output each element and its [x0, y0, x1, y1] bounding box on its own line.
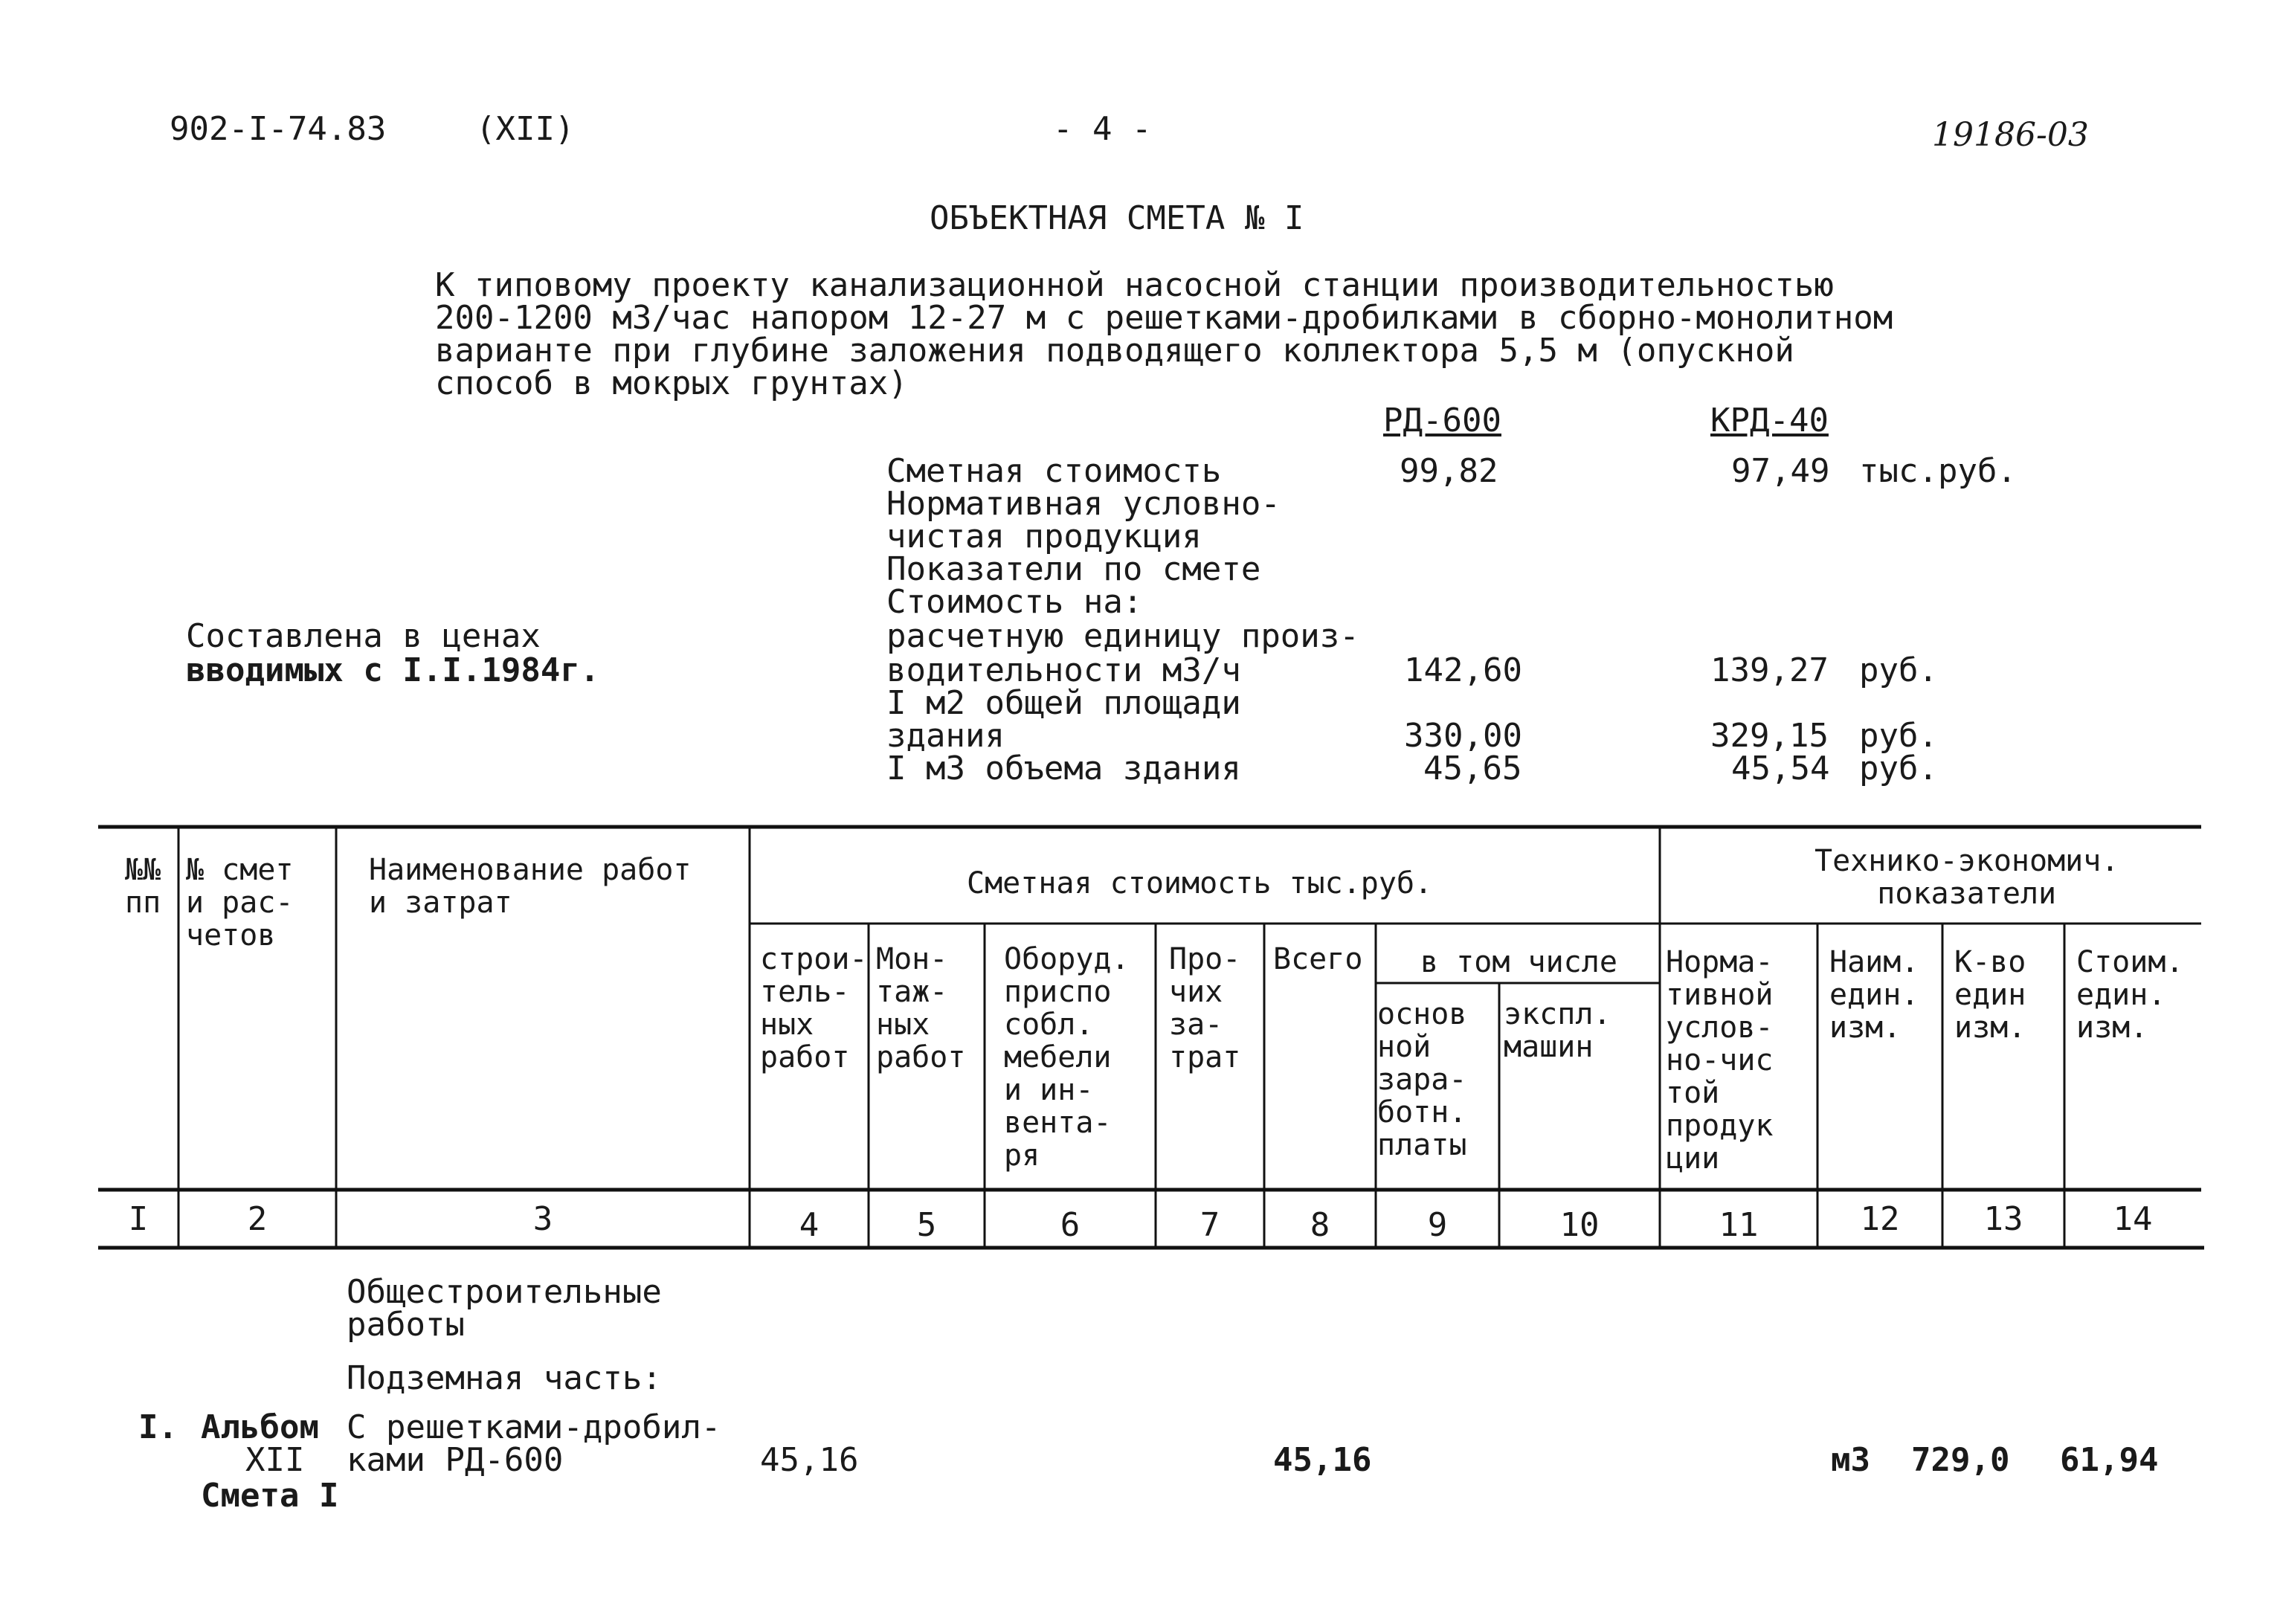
column-number: I: [128, 1200, 149, 1238]
header-estimated-cost-group: Сметная стоимость тыс.руб.: [967, 866, 1433, 900]
section-title: Общестроительные: [347, 1273, 662, 1311]
summary-label: здания: [886, 717, 1005, 755]
summary-label: I м3 объема здания: [886, 750, 1241, 787]
estimated-cost-krd40: 97,49: [1731, 452, 1830, 490]
row-estimate-ref: Альбом: [201, 1408, 319, 1446]
area-cost-rd600: 330,00: [1404, 717, 1522, 755]
summary-label: водительности м3/ч: [886, 651, 1241, 689]
volume-cost-unit: руб.: [1859, 750, 1938, 787]
area-cost-krd40: 329,15: [1710, 717, 1829, 755]
column-number: 11: [1719, 1206, 1759, 1244]
section-title: работы: [347, 1306, 465, 1344]
volume-cost-krd40: 45,54: [1731, 750, 1830, 787]
description-line: 200-1200 м3/час напором 12-27 м с решетками-дробилками в сборно-монолитном: [435, 299, 1893, 337]
column-number: 12: [1860, 1200, 1900, 1238]
header-technical-group: Технико-экономич. показатели: [1815, 844, 2119, 911]
doc-part: (XII): [476, 110, 575, 148]
header-work-name: Наименование работ и затрат: [369, 853, 692, 920]
summary-label: Показатели по смете: [886, 550, 1261, 588]
row-unit-name: м3: [1831, 1441, 1870, 1479]
column-number: 10: [1559, 1206, 1600, 1244]
row-work-name: ками РД-600: [347, 1441, 564, 1479]
header-equipment: Оборуд. приспо собл. мебели и ин- вента- ря: [1004, 942, 1130, 1173]
row-estimate-ref: XII: [245, 1441, 305, 1479]
header-installation-works: Мон- таж- ных работ: [876, 942, 966, 1074]
row-work-name: С решетками-дробил-: [347, 1408, 721, 1446]
summary-label: Сметная стоимость: [886, 452, 1222, 490]
perf-unit-cost-unit: руб.: [1859, 651, 1938, 689]
header-base-salary: основ ной зара- ботн. платы: [1377, 997, 1467, 1162]
perf-unit-cost-rd600: 142,60: [1404, 651, 1522, 689]
row-number: I.: [138, 1408, 178, 1446]
column-number: 14: [2113, 1200, 2153, 1238]
prices-note: вводимых с I.I.1984г.: [186, 651, 600, 689]
column-number: 5: [916, 1206, 937, 1244]
summary-label: расчетную единицу произ-: [886, 617, 1359, 655]
estimated-cost-rd600: 99,82: [1400, 452, 1498, 490]
row-unit-cost: 61,94: [2060, 1441, 2159, 1479]
header-including: в том числе: [1420, 945, 1617, 979]
description-line: способ в мокрых грунтах): [435, 364, 908, 402]
header-other-costs: Про- чих за- трат: [1169, 942, 1241, 1074]
header-normative-production: Норма- тивной услов- но-чис той продук ции: [1666, 945, 1774, 1176]
description-line: варианте при глубине заложения подводящего коллектора 5,5 м (опускной: [435, 332, 1794, 370]
column-number: 2: [247, 1200, 268, 1238]
row-estimate-ref: Смета I: [201, 1477, 339, 1515]
column-number: 13: [1983, 1200, 2023, 1238]
header-construction-works: строи- тель- ных работ: [760, 942, 868, 1074]
page-title: ОБЪЕКТНАЯ СМЕТА № I: [930, 199, 1304, 237]
column-number: 8: [1310, 1206, 1330, 1244]
header-unit-name: Наим. един. изм.: [1829, 945, 1919, 1045]
column-number: 9: [1427, 1206, 1448, 1244]
page-number: - 4 -: [1053, 110, 1152, 148]
estimated-cost-unit: тыс.руб.: [1859, 452, 2017, 490]
description-line: К типовому проекту канализационной насосной станции производительностью: [435, 266, 1834, 304]
summary-label: Стоимость на:: [886, 583, 1143, 621]
column-number: 6: [1060, 1206, 1081, 1244]
row-unit-quantity: 729,0: [1911, 1441, 2010, 1479]
header-total: Всего: [1273, 942, 1363, 976]
prices-note: Составлена в ценах: [186, 617, 541, 655]
header-unit-quantity: К-во един изм.: [1954, 945, 2026, 1045]
summary-header-krd40: КРД-40: [1710, 402, 1829, 439]
column-number: 3: [532, 1200, 553, 1238]
header-estimate-number: № смет и рас- четов: [186, 853, 294, 953]
subsection-title: Подземная часть:: [347, 1359, 662, 1397]
area-cost-unit: руб.: [1859, 717, 1938, 755]
inventory-number: 19186-03: [1932, 116, 2089, 154]
header-machine-operation: экспл. машин: [1504, 997, 1611, 1064]
header-unit-cost: Стоим. един. изм.: [2076, 945, 2184, 1045]
doc-code: 902-I-74.83: [170, 110, 387, 148]
summary-label: Нормативная условно-: [886, 485, 1281, 523]
row-construction-cost: 45,16: [760, 1441, 859, 1479]
header-row-number: №№ пп: [125, 853, 161, 920]
perf-unit-cost-krd40: 139,27: [1710, 651, 1829, 689]
summary-label: чистая продукция: [886, 518, 1202, 555]
column-number: 4: [799, 1206, 820, 1244]
volume-cost-rd600: 45,65: [1423, 750, 1522, 787]
row-total-cost: 45,16: [1273, 1441, 1372, 1479]
summary-header-rd600: РД-600: [1383, 402, 1501, 439]
column-number: 7: [1200, 1206, 1220, 1244]
summary-label: I м2 общей площади: [886, 684, 1241, 722]
